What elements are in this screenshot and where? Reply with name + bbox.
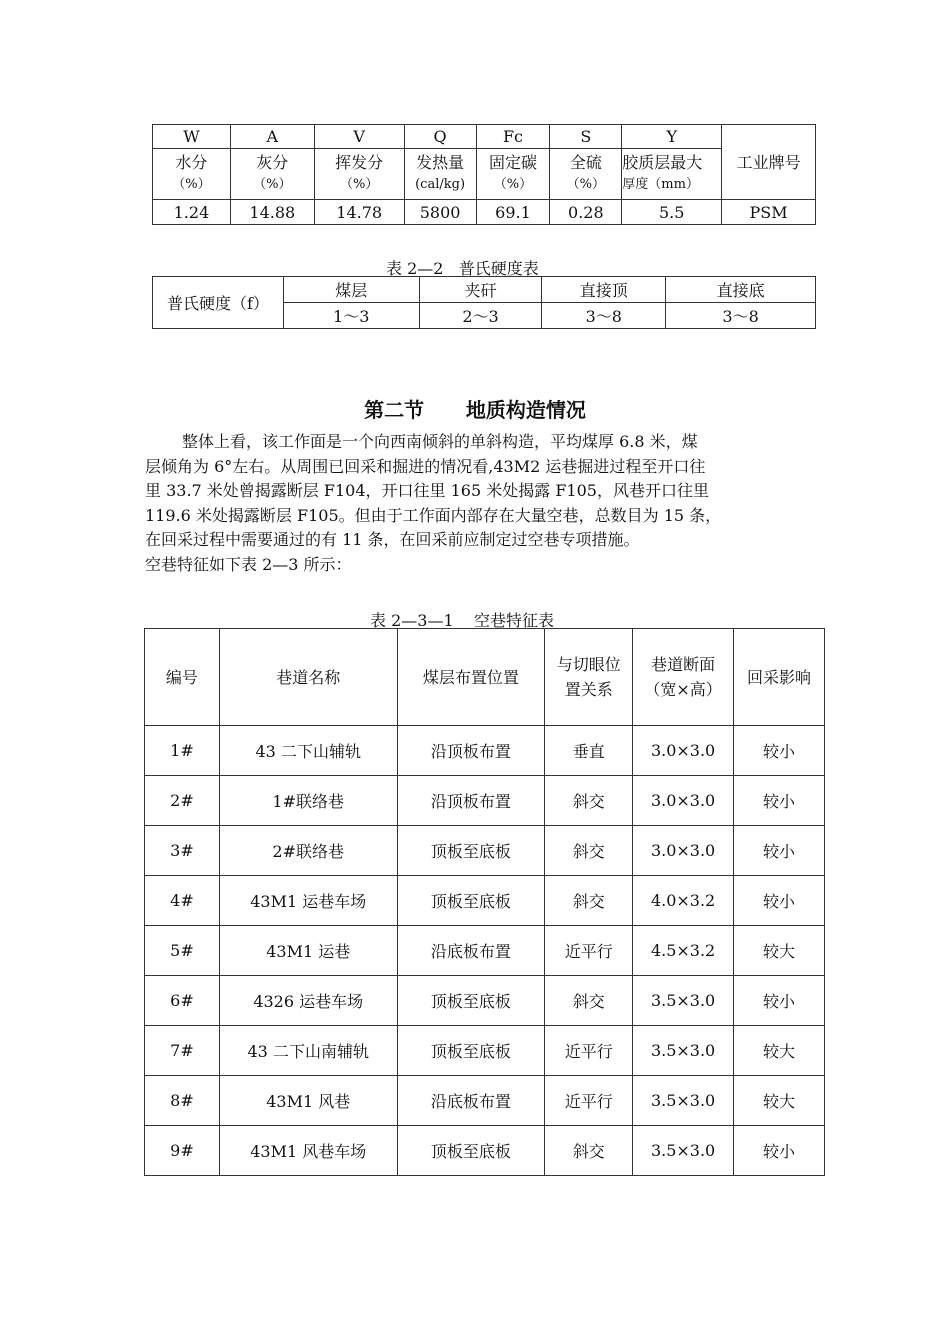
hardness-row-header: 普氏硬度（f） (153, 277, 284, 329)
table-cell: 4# (145, 876, 220, 926)
table-cell: 顶板至底板 (397, 1126, 545, 1176)
paragraph-line: 119.6 米处揭露断层 F105。但由于工作面内部存在大量空巷，总数目为 15 条， (145, 505, 722, 525)
table-cell: 3.5×3.0 (633, 976, 734, 1026)
roadway-header: 巷道名称 (219, 629, 397, 726)
table-cell: 近平行 (545, 926, 633, 976)
table-cell: 43M1 风巷车场 (219, 1126, 397, 1176)
label-cell: 固定碳 （%） (476, 149, 550, 200)
table-cell: 9# (145, 1126, 220, 1176)
hardness-value: 3～8 (666, 303, 816, 329)
label-cell: 挥发分 （%） (314, 149, 404, 200)
table-cell: 1#联络巷 (219, 776, 397, 826)
table-cell: 3.0×3.0 (633, 826, 734, 876)
code-cell: W (153, 125, 231, 149)
table-cell: 垂直 (545, 726, 633, 776)
table-cell: 顶板至底板 (397, 1026, 545, 1076)
paragraph-line: 空巷特征如下表 2—3 所示： (145, 554, 352, 574)
table-cell: 43M1 风巷 (219, 1076, 397, 1126)
table-cell: 43M1 运巷 (219, 926, 397, 976)
label-row (153, 149, 816, 200)
hardness-value: 1～3 (283, 303, 419, 329)
value-cell: 5.5 (622, 200, 722, 225)
table-cell: 沿顶板布置 (397, 726, 545, 776)
table-cell: 3.5×3.0 (633, 1076, 734, 1126)
table-cell: 较大 (734, 926, 825, 976)
table-cell: 较小 (734, 826, 825, 876)
table3-caption: 表 2—3—1 空巷特征表 (370, 611, 554, 630)
table-cell: 8# (145, 1076, 220, 1126)
table-cell: 4.5×3.2 (633, 926, 734, 976)
hardness-col-header: 直接顶 (542, 277, 666, 303)
table-cell: 较小 (734, 976, 825, 1026)
code-cell: A (230, 125, 314, 149)
table-cell: 较小 (734, 776, 825, 826)
table-cell: 斜交 (545, 976, 633, 1026)
table-row (145, 976, 825, 1026)
table-row (145, 1076, 825, 1126)
paragraph-line: 层倾角为 6°左右。从周围已回采和掘进的情况看,43M2 运巷掘进过程至开口往 (145, 456, 706, 476)
table-cell: 2# (145, 776, 220, 826)
table-cell: 43M1 运巷车场 (219, 876, 397, 926)
table-cell: 斜交 (545, 776, 633, 826)
code-cell: Fc (476, 125, 550, 149)
value-row (153, 200, 816, 225)
table-cell: 6# (145, 976, 220, 1026)
table-row (145, 876, 825, 926)
value-cell: 69.1 (476, 200, 550, 225)
roadway-header-row (145, 629, 825, 726)
table-cell: 1# (145, 726, 220, 776)
table-row (145, 1026, 825, 1076)
value-cell: PSM (722, 200, 816, 225)
label-cell: 胶质层最大 厚度（mm） (622, 149, 722, 200)
table-cell: 顶板至底板 (397, 876, 545, 926)
table-cell: 较大 (734, 1076, 825, 1126)
table-cell: 沿底板布置 (397, 1076, 545, 1126)
hardness-col-header: 煤层 (283, 277, 419, 303)
paragraph-line: 在回采过程中需要通过的有 11 条，在回采前应制定过空巷专项措施。 (145, 530, 640, 550)
table-cell: 3.0×3.0 (633, 726, 734, 776)
table-cell: 4.0×3.2 (633, 876, 734, 926)
table-cell: 沿顶板布置 (397, 776, 545, 826)
table-cell: 较小 (734, 1126, 825, 1176)
table-row (145, 926, 825, 976)
table-cell: 近平行 (545, 1026, 633, 1076)
table-row (145, 726, 825, 776)
table-cell: 43 二下山南辅轨 (219, 1026, 397, 1076)
roadway-header: 巷道断面（宽×高） (633, 629, 734, 726)
roadway-header: 编号 (145, 629, 220, 726)
value-cell: 14.78 (314, 200, 404, 225)
roadway-header: 回采影响 (734, 629, 825, 726)
table-cell: 43 二下山辅轨 (219, 726, 397, 776)
table-cell: 较小 (734, 726, 825, 776)
label-cell: 全硫 （%） (550, 149, 622, 200)
hardness-value: 2～3 (419, 303, 542, 329)
table-cell: 顶板至底板 (397, 976, 545, 1026)
table-cell: 较大 (734, 1026, 825, 1076)
label-cell: 灰分 （%） (230, 149, 314, 200)
table-row (145, 776, 825, 826)
hardness-table (152, 276, 816, 329)
roadway-body (145, 726, 825, 1176)
table-cell: 7# (145, 1026, 220, 1076)
table-row (145, 1126, 825, 1176)
code-cell: Q (404, 125, 476, 149)
code-row (153, 125, 816, 149)
label-cell: 水分 （%） (153, 149, 231, 200)
value-cell: 0.28 (550, 200, 622, 225)
coal-quality-table (152, 124, 816, 225)
table-cell: 3.0×3.0 (633, 776, 734, 826)
section-paragraph (145, 430, 820, 578)
table-cell: 较小 (734, 876, 825, 926)
table-cell: 斜交 (545, 826, 633, 876)
value-cell: 14.88 (230, 200, 314, 225)
table-cell: 2#联络巷 (219, 826, 397, 876)
value-cell: 1.24 (153, 200, 231, 225)
table-cell: 3.5×3.0 (633, 1026, 734, 1076)
table-cell: 近平行 (545, 1076, 633, 1126)
value-cell: 5800 (404, 200, 476, 225)
grade-header: 工业牌号 (722, 125, 816, 200)
table-cell: 顶板至底板 (397, 826, 545, 876)
code-cell: S (550, 125, 622, 149)
code-cell: V (314, 125, 404, 149)
table-cell: 4326 运巷车场 (219, 976, 397, 1026)
table-cell: 3# (145, 826, 220, 876)
table-cell: 3.5×3.0 (633, 1126, 734, 1176)
table-cell: 沿底板布置 (397, 926, 545, 976)
paragraph-line: 整体上看，该工作面是一个向西南倾斜的单斜构造，平均煤厚 6.8 米，煤 (182, 432, 698, 451)
roadway-table (144, 628, 825, 1176)
table2-caption: 表 2—2 普氏硬度表 (386, 259, 539, 278)
roadway-header: 与切眼位置关系 (545, 629, 633, 726)
hardness-col-header: 直接底 (666, 277, 816, 303)
roadway-header: 煤层布置位置 (397, 629, 545, 726)
hardness-header-row (153, 277, 816, 303)
hardness-col-header: 夹矸 (419, 277, 542, 303)
label-cell: 发热量 (cal/kg) (404, 149, 476, 200)
table-cell: 5# (145, 926, 220, 976)
hardness-value: 3～8 (542, 303, 666, 329)
table-cell: 斜交 (545, 1126, 633, 1176)
section-title: 第二节 地质构造情况 (364, 398, 586, 422)
paragraph-line: 里 33.7 米处曾揭露断层 F104，开口往里 165 米处揭露 F105，风巷开口往里 (145, 481, 709, 501)
table-row (145, 826, 825, 876)
code-cell: Y (622, 125, 722, 149)
table-cell: 斜交 (545, 876, 633, 926)
